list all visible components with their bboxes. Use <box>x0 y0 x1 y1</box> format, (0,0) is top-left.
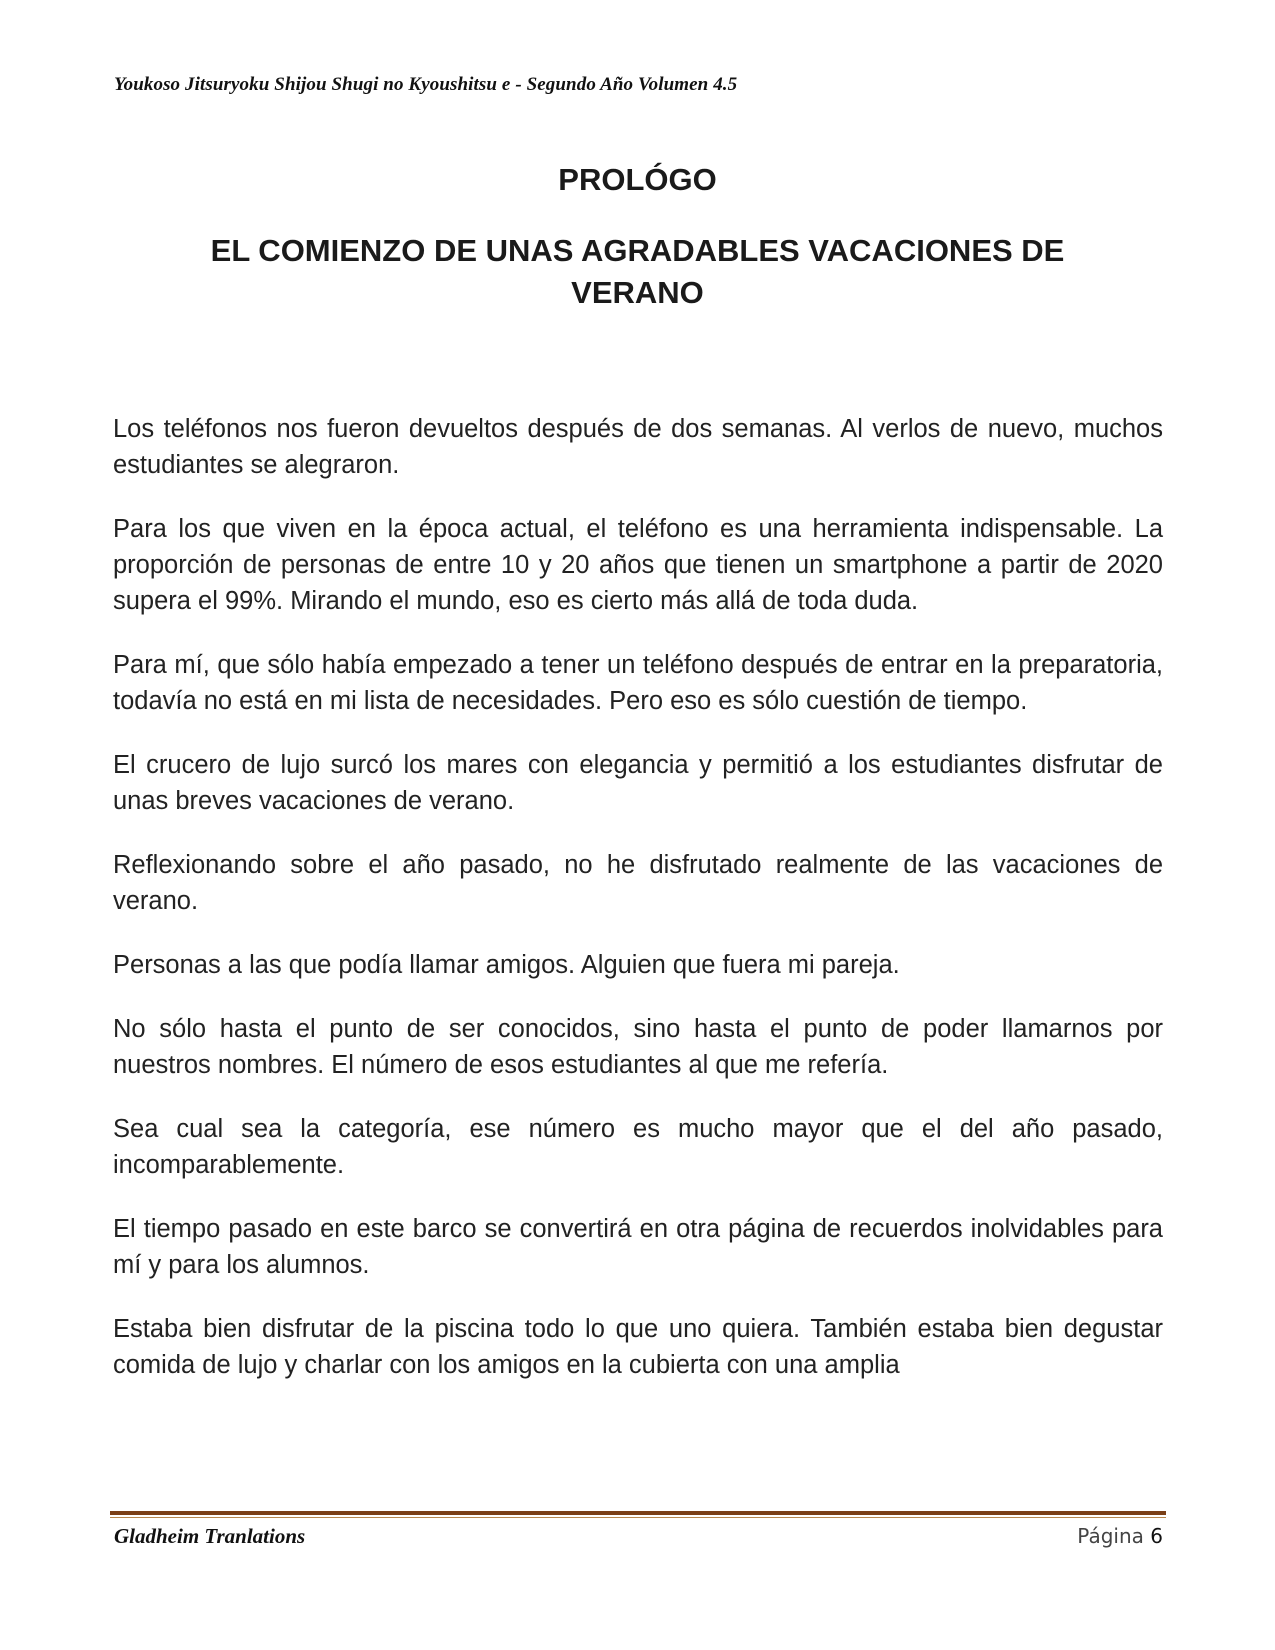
paragraph: Personas a las que podía llamar amigos. Alguien que fuera mi pareja. <box>113 951 900 979</box>
page-label: Página <box>1077 1524 1144 1548</box>
page-number <box>1077 1524 1163 1548</box>
paragraph: Reflexionando sobre el año pasado, no he disfrutado realmente de las vacaciones de verano. <box>113 851 1163 915</box>
page-number-value: 6 <box>1150 1524 1163 1548</box>
paragraph: Los teléfonos nos fueron devueltos después de dos semanas. Al verlos de nuevo, muchos estudiantes se alegraron. <box>113 415 1163 479</box>
paragraph: El tiempo pasado en este barco se convertirá en otra página de recuerdos inolvidables para mí y para los alumnos. <box>113 1215 1163 1279</box>
chapter-title: EL COMIENZO DE UNAS AGRADABLES VACACIONES DE VERANO <box>210 233 1065 310</box>
footer-divider-thin <box>110 1517 1166 1518</box>
paragraph-continued: Estaba bien disfrutar de la piscina todo lo que uno quiera. También estaba bien degustar comida de lujo y charlar con los amigos en la cubierta con una amplia <box>113 1315 1163 1379</box>
paragraph: No sólo hasta el punto de ser conocidos, sino hasta el punto de poder llamarnos por nuestros nombres. El número de esos estudiantes al que me refería. <box>113 1015 1163 1079</box>
paragraph: El crucero de lujo surcó los mares con elegancia y permitió a los estudiantes disfrutar de unas breves vacaciones de verano. <box>113 751 1163 815</box>
paragraph: Sea cual sea la categoría, ese número es mucho mayor que el del año pasado, incomparablemente. <box>113 1115 1163 1179</box>
paragraph: Para los que viven en la época actual, el teléfono es una herramienta indispensable. La proporción de personas de entre 10 y 20 años que tienen un smartphone a partir de 2020 supera el 99%. Mirando el mundo, eso es cierto más allá de toda duda. <box>113 515 1163 615</box>
running-header: Youkoso Jitsuryoku Shijou Shugi no Kyoushitsu e - Segundo Año Volumen 4.5 <box>114 74 738 95</box>
body-text <box>113 411 1163 1411</box>
footer-publisher: Gladheim Tranlations <box>114 1524 306 1548</box>
paragraph: Para mí, que sólo había empezado a tener un teléfono después de entrar en la preparatoria, todavía no está en mi lista de necesidades. Pero eso es sólo cuestión de tiempo. <box>113 651 1163 715</box>
chapter-label: PROLÓGO <box>558 162 717 197</box>
footer-divider <box>110 1511 1166 1518</box>
